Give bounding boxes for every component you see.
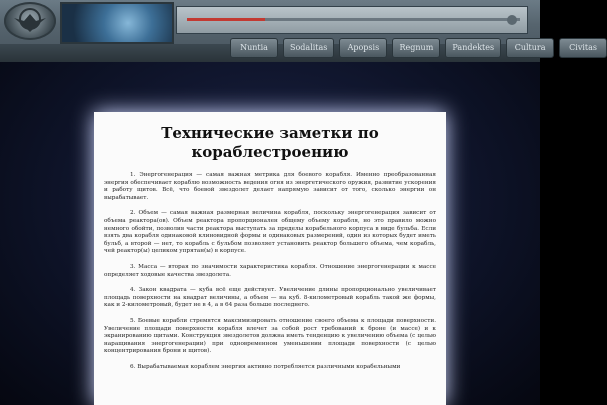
article-paragraph-5: 5. Боевые корабли стремятся максимизировать отношение своего объема к площади поверхности. Увеличение площади поверхности корабля влечет за собой рост требований к броне (и массе) и к экранированию щитами. Конструкция звездолетов должна иметь тенденцию к увеличению объема (с целью наращивания энергогенерации) при одновременном уменьшении площади поверхности (с целью концентрирования брони и щитов). [104,317,436,355]
article-paragraph-4: 4. Закон квадрата — куба всё еще действует. Увеличение длины пропорционально увеличивает площадь поверхности на квадрат величины, а объем — на куб. 8-километровый корабль такой же формы, как и 2-километровый, будет не в 4, а в 64 раза больше последнего. [104,287,436,309]
red-indicator [187,18,267,21]
article-document [94,112,446,405]
nav-nuntia[interactable]: Nuntia [230,38,278,58]
nav-pandektes[interactable]: Pandektes [445,38,501,58]
nav-apopsis[interactable]: Apopsis [339,38,387,58]
nav-cultura[interactable]: Cultura [506,38,554,58]
groove-line [265,18,520,21]
article-paragraph-2: 2. Объем — самая важная размерная величина корабля, поскольку энергогенерация зависит от объема реактора(ов). Объем реактора пропорционален общему объему корабля, но это правило можно немного обойти, позволив части реактора выступать за пределы корабельного корпуса в виде бульба. Если взять два корабля одинаковой клиновидной формы и одинаковых размерений, один из которых будет иметь бульб, а второй — нет, то корабль с бульбом позволяет установить реактор большего объема, чем корабль, чей реактор(ы) целиком упрятан(ы) в корпусе. [104,210,436,255]
article-title: Технические заметки по кораблестроению [161,124,379,161]
planet-viewscreen [60,2,174,44]
nav-regnum[interactable]: Regnum [392,38,440,58]
nav-civitas[interactable]: Civitas [559,38,607,58]
nav-sodalitas[interactable]: Sodalitas [283,38,334,58]
eagle-icon [12,6,48,36]
main-navigation [230,38,607,58]
site-header [0,0,598,62]
rivet-icon [507,15,517,25]
article-paragraph-3: 3. Масса — вторая по значимости характеристика корабля. Отношение энергогенерации к массе определяет ходовые качества звездолета. [104,263,436,278]
header-bar-panel [176,6,528,34]
eagle-emblem-logo[interactable] [4,2,56,40]
article-paragraph-6: 6. Вырабатываемая кораблем энергия активно потребляется различными корабельными [130,363,401,370]
article-paragraph-1: 1. Энергогенерация — самая важная метрика для боевого корабля. Именно преобразованная энергия обеспечивает кораблю возможность ведения огня из энергетического оружия, развитие ускорения и работу щитов. Всё, что боевой звездолет делает напрямую зависит от того, сколько энергии он вырабатывает. [104,172,436,201]
